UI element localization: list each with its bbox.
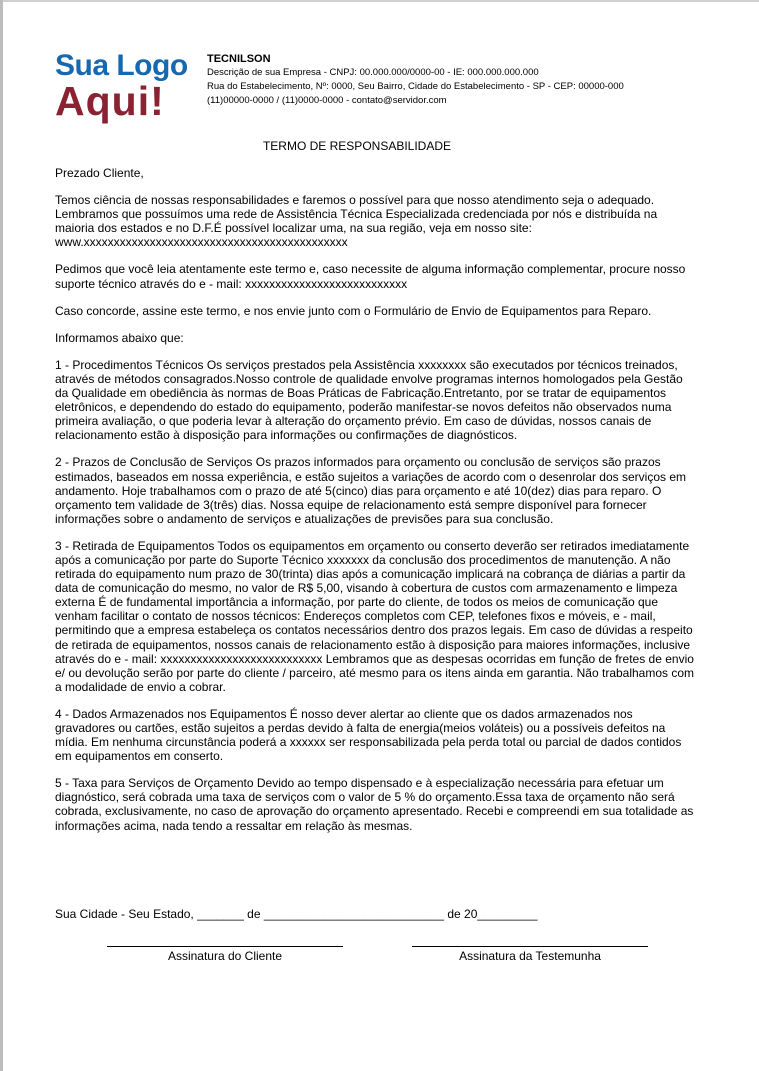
client-signature-label: Assinatura do Cliente xyxy=(167,949,283,963)
witness-signature-line xyxy=(412,946,648,947)
greeting: Prezado Cliente, xyxy=(55,166,144,180)
company-description: Descrição de sua Empresa - CNPJ: 00.000.000/0000-00 - IE: 000.000.000.000 xyxy=(207,67,539,78)
company-address: Rua do Estabelecimento, Nº: 0000, Seu Bairro, Cidade do Estabelecimento - SP - CEP: 00000-000 xyxy=(207,81,624,92)
client-signature-line xyxy=(107,946,343,947)
date-line: Sua Cidade - Seu Estado, _______ de ___________________________ de 20_________ xyxy=(55,907,538,921)
paragraph-inform: Informamos abaixo que: xyxy=(55,330,184,345)
company-contacts: (11)00000-0000 / (11)0000-0000 - contato@servidor.com xyxy=(207,95,447,106)
clause-quote-fee: 5 - Taxa para Serviços de Orçamento Devido ao tempo dispensado e à especialização necessária para efetuar um diagnóstico, será cobrada uma taxa de serviços com o valor de 5 % do orçamento.Essa taxa de orçamento não será cobrada, exclusivamente, no caso de aprovação do orçamento apresentado. Recebi e compreendi em sua totalidade as informações acima, nada tendo a ressaltar em relação às mesmas. xyxy=(55,776,694,833)
document-body xyxy=(55,166,695,846)
paragraph-support: Pedimos que você leia atentamente este termo e, caso necessite de alguma informação complementar, procure nosso suporte técnico através do e - mail: xxxxxxxxxxxxxxxxxxxxxxxxxxx xyxy=(55,262,686,291)
witness-signature-label: Assinatura da Testemunha xyxy=(459,949,601,963)
logo-text-top: Sua Logo xyxy=(55,49,188,82)
clause-stored-data: 4 - Dados Armazenados nos Equipamentos É nosso dever alertar ao cliente que os dados armazenados nos gravadores ou cartões, estão sujeitos a perdas devido à falta de energia(meios voláteis) ou a possíveis defeitos na mídia. Em nenhuma circunstância poderá a xxxxxx ser responsabilizada pela perda total ou parcial de dados contidos em equipamentos em conserto. xyxy=(55,706,682,764)
paragraph-intro: Temos ciência de nossas responsabilidades e faremos o possível para que nosso atendimento seja o adequado. Lembramos que possuímos uma rede de Assistência Técnica Especializada credenciada por nós e distribuída na maioria dos estados e no D.F.É possível localizar uma, na sua região, veja em nosso site: www.xxxxxxxxxxxxxxxxxxxxxxxxxxxxxxxxxxxxxxxxxxxx xyxy=(55,193,658,250)
clause-deadlines: 2 - Prazos de Conclusão de Serviços Os prazos informados para orçamento ou conclusão de serviços são prazos estimados, baseados em nossa experiência, e estão sujeitos a variações de acordo com o desenrolar dos serviços em andamento. Hoje trabalhamos com o prazo de até 5(cinco) dias para orçamento e até 10(dez) dias para reparo. O orçamento tem validade de 3(três) dias. Nossa equipe de relacionamento está sempre disponível para fornecer informações sobre o andamento de serviços e atualizações de previsões para sua conclusão. xyxy=(55,455,687,526)
paragraph-agreement: Caso concorde, assine este termo, e nos envie junto com o Formulário de Envio de Equipamentos para Reparo. xyxy=(55,303,652,318)
company-header xyxy=(207,52,747,108)
logo-text-bottom: Aqui! xyxy=(55,78,165,124)
company-name: TECNILSON xyxy=(207,53,271,65)
company-logo xyxy=(55,49,205,124)
page-left-edge xyxy=(0,0,3,1071)
witness-signature-block xyxy=(412,946,648,963)
document-title: TERMO DE RESPONSABILIDADE xyxy=(262,139,452,153)
page-top-edge xyxy=(0,0,759,2)
clause-equipment-pickup: 3 - Retirada de Equipamentos Todos os equipamentos em orçamento ou conserto deverão ser retirados imediatamente após a comunicação por parte do Suporte Técnico xxxxxxx da conclusão dos procedimentos de manutenção. A não retirada do equipamento num prazo de 30(trinta) dias após a comunicação implicará na cobrança de diárias a partir da data de comunicação do mesmo, no valor de R$ 5,00, visando à cobertura de custos com armazenamento e limpeza externa É de fundamental importância a informação, por parte do cliente, de todos os meios de comunicação que venham facilitar o contato de nossos técnicos: Endereços completos com CEP, telefones fixos e móveis, e - mail, permitindo que a empresa estabeleça os contatos necessários dentro dos prazos legais. Em caso de dúvidas a respeito de retirada de equipamentos, nossos canais de relacionamento estão à disposição para maiores informações, inclusive através do e - mail: xxxxxxxxxxxxxxxxxxxxxxxxxxx Lembramos que as despesas ocorridas em função de fretes de envio e/ ou devolução serão por parte do cliente / parceiro, até mesmo para os itens ainda em garantia. Não trabalhamos com a modalidade de envio a cobrar. xyxy=(55,538,695,694)
client-signature-block xyxy=(107,946,343,963)
clause-technical-procedures: 1 - Procedimentos Técnicos Os serviços prestados pela Assistência xxxxxxxx são executados por técnicos treinados, através de métodos consagrados.Nosso controle de qualidade envolve programas internos homologados pela Gestão da Qualidade em obediência às normas de Boas Práticas de Fabricação.Entretanto, por se tratar de equipamentos eletrônicos, e dependendo do estado do equipamento, poderão manifestar-se novos defeitos não observados numa primeira avaliação, o que poderia levar à alteração do orçamento prévio. Em caso de dúvidas, nossos canais de relacionamento estão à disposição para informações ou confirmações de diagnósticos. xyxy=(55,357,683,443)
